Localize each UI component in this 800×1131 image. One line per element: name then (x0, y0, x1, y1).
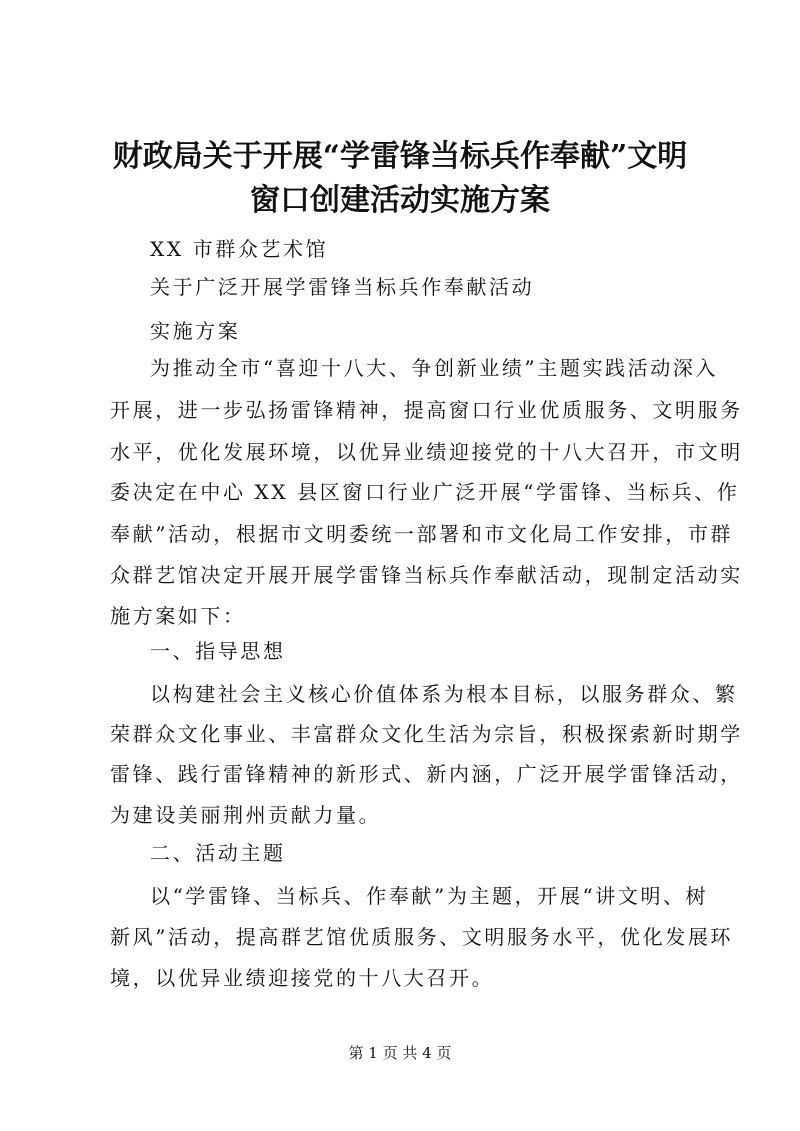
paragraph-line: 为建设美丽荆州贡献力量。 (110, 803, 382, 827)
paragraph-line: 境，以优异业绩迎接党的十八大召开。 (110, 966, 495, 990)
paragraph-line: 为推动全市“喜迎十八大、争创新业绩”主题实践活动深入 (150, 356, 719, 380)
organization-name: XX 市群众艺术馆 (150, 237, 329, 261)
paragraph-line: 委决定在中心 XX 县区窗口行业广泛开展“学雷锋、当标兵、作 (110, 480, 740, 504)
paragraph-line: 雷锋、践行雷锋精神的新形式、新内涵，广泛开展学雷锋活动， (110, 762, 743, 786)
paragraph-line: 开展，进一步弘扬雷锋精神，提高窗口行业优质服务、文明服务 (110, 398, 743, 422)
section-heading-activity-theme: 二、活动主题 (150, 841, 286, 865)
paragraph-line: 荣群众文化事业、丰富群众文化生活为宗旨，积极探索新时期学 (110, 722, 743, 746)
subtitle-line-1: 关于广泛开展学雷锋当标兵作奉献活动 (150, 275, 535, 299)
paragraph-line: 奉献”活动，根据市文明委统一部署和市文化局工作安排，市群 (110, 522, 734, 546)
document-title-line-2: 窗口创建活动实施方案 (250, 183, 550, 218)
paragraph-line: 以“学雷锋、当标兵、作奉献”为主题，开展“讲文明、树 (150, 884, 709, 908)
page-number-footer: 第 1 页 共 4 页 (348, 1044, 452, 1062)
section-heading-guiding-ideology: 一、指导思想 (150, 639, 286, 663)
subtitle-line-2: 实施方案 (150, 319, 241, 343)
paragraph-line: 水平，优化发展环境，以优异业绩迎接党的十八大召开，市文明 (110, 440, 743, 464)
paragraph-line: 以构建社会主义核心价值体系为根本目标，以服务群众、繁 (150, 682, 738, 706)
document-title-line-1: 财政局关于开展“学雷锋当标兵作奉献”文明 (112, 139, 688, 174)
paragraph-line: 施方案如下： (110, 604, 246, 628)
paragraph-line: 新风”活动，提高群艺馆优质服务、文明服务水平，优化发展环 (110, 925, 734, 949)
paragraph-line: 众群艺馆决定开展开展学雷锋当标兵作奉献活动，现制定活动实 (110, 563, 743, 587)
